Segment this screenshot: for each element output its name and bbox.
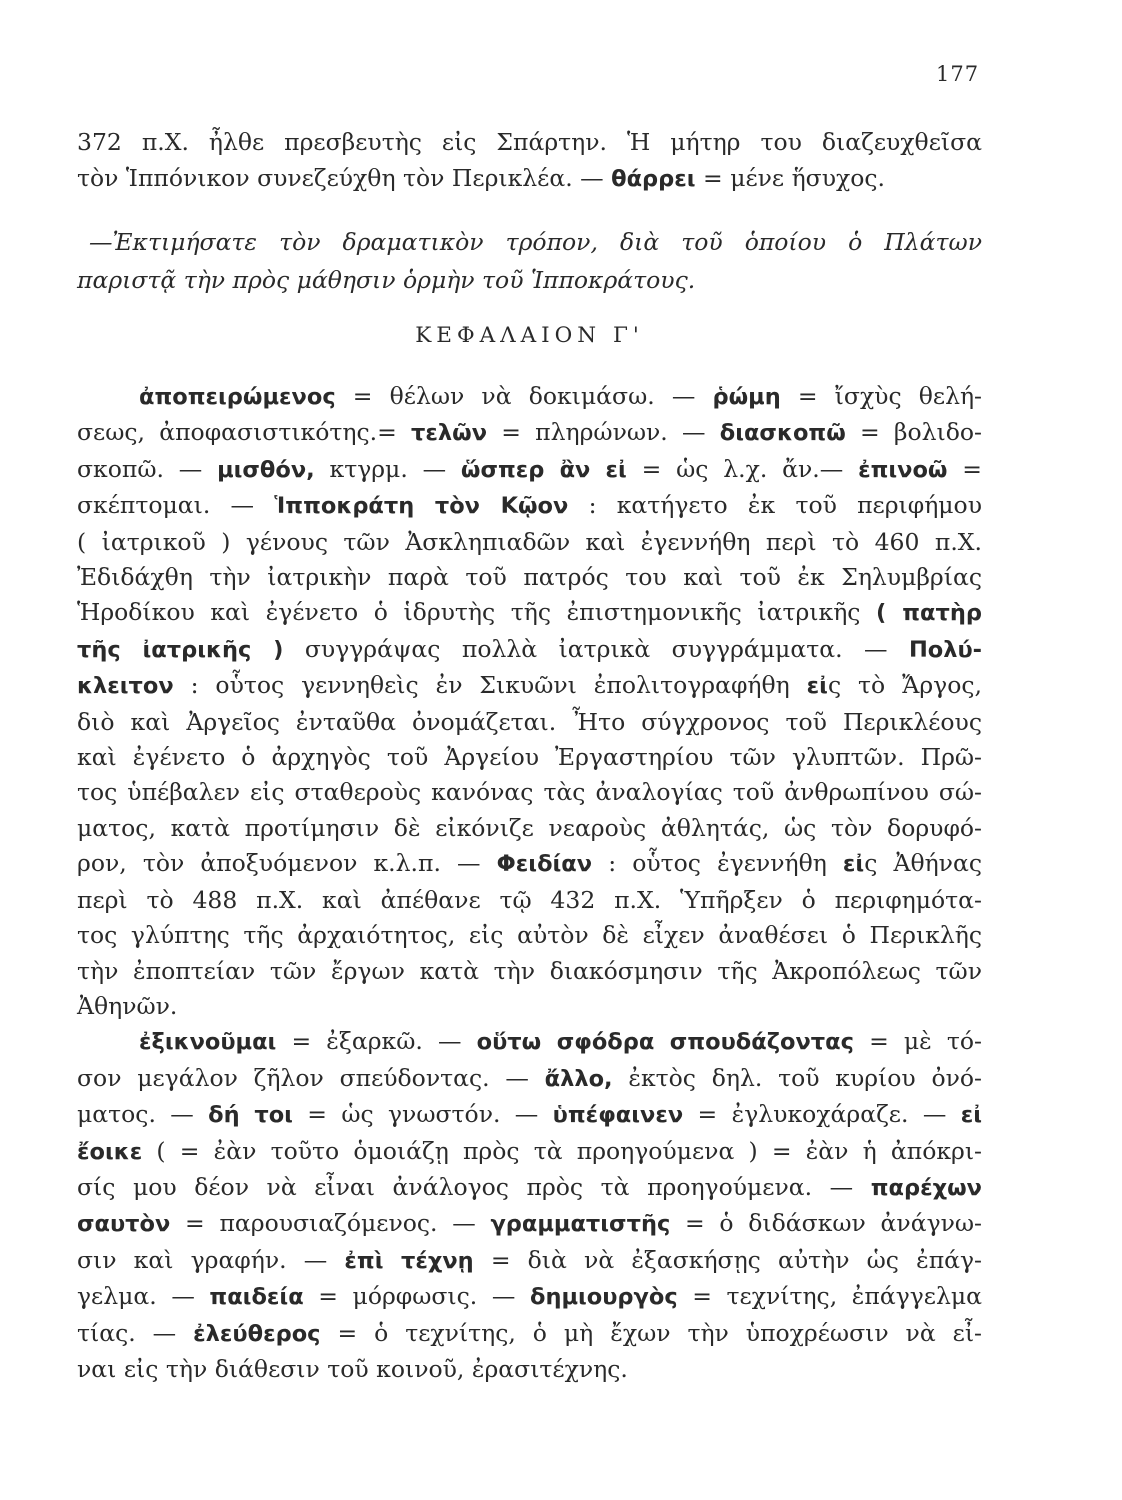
question-line: —Ἐκτιμήσατε τὸν δραματικὸν τρόπον, διὰ τοῦ ὁποίου ὁ Πλάτων	[89, 228, 982, 256]
intro-line: τὸν Ἱππόνικον συνεζεύχθη τὸν Περικλέα. — θάρρει = μένε ἥσυχος.	[77, 164, 885, 192]
glossary-line: τίας. — ἐλεύθερος = ὁ τεχνίτης, ὁ μὴ ἔχων τὴν ὑποχρέωσιν νὰ εἶ-	[77, 1318, 983, 1347]
text-column	[77, 124, 982, 1387]
glossary-line: ἀποπειρώμενος = θέλων νὰ δοκιμάσω. — ῥώμη = ἴσχὺς θελή-	[139, 382, 982, 410]
glossary-line: γελμα. — παιδεία = μόρφωσις. — δημιουργὸς = τεχνίτης, ἐπάγγελμα	[77, 1282, 983, 1311]
glossary-term: ἀποπειρώμενος	[139, 384, 336, 410]
glossary-line: περὶ τὸ 488 π.Χ. καὶ ἀπέθανε τῷ 432 π.Χ. Ὑπῆρξεν ὁ περιφημότα-	[77, 885, 982, 914]
glossary-line: σκοπῶ. — μισθόν, κτγρμ. — ὥσπερ ἂν εἰ = ὡς λ.χ. ἄν.— ἐπινοῶ =	[77, 454, 982, 483]
glossary-line: Ἀθηνῶν.	[77, 991, 178, 1020]
glossary-term: ὥσπερ ἂν εἰ	[460, 456, 627, 483]
glossary-term: Φειδίαν	[496, 851, 593, 878]
glossary-line: τος γλύπτης τῆς ἀρχαιότητος, εἰς αὐτὸν δὲ εἶχεν ἀναθέσει ὁ Περικλῆς	[77, 921, 982, 950]
glossary-term: εἰ	[842, 851, 865, 878]
intro-block	[77, 124, 982, 197]
glossary-line: Ἡροδίκου καὶ ἐγένετο ὁ ἱδρυτὴς τῆς ἐπιστημονικῆς ἰατρικῆς ( πατὴρ	[77, 598, 982, 627]
glossary-term: θάρρει	[611, 166, 696, 192]
glossary-term: ῥώμη	[712, 384, 781, 410]
glossary-term: ἔοικε	[77, 1138, 143, 1165]
glossary-line: ρον, τὸν ἀποξυόμενον κ.λ.π. — Φειδίαν : οὗτος ἐγεννήθη εἰς Ἀθήνας	[77, 849, 982, 878]
glossary-term: γραμματιστῆς	[490, 1211, 671, 1238]
glossary-term: ἐπὶ τέχνῃ	[344, 1247, 474, 1274]
glossary-line: τος ὑπέβαλεν εἰς σταθεροὺς κανόνας τὰς ἀναλογίας τοῦ ἀνθρωπίνου σώ-	[77, 778, 982, 807]
glossary-line: καὶ ἐγένετο ὁ ἀρχηγὸς τοῦ Ἀργείου Ἐργαστηρίου τῶν γλυπτῶν. Πρῶ-	[77, 743, 982, 772]
glossary-line: σκέπτομαι. — Ἱπποκράτη τὸν Κῷον : κατήγετο ἐκ τοῦ περιφήμου	[77, 491, 982, 520]
glossary-line: σεως, ἀποφασιστικότης.= τελῶν = πληρώνων. — διασκοπῶ = βολιδο-	[77, 418, 982, 447]
glossary-line: ἔοικε ( = ἐὰν τοῦτο ὁμοιάζῃ πρὸς τὰ προηγούμενα ) = ἐὰν ἡ ἀπόκρι-	[77, 1136, 982, 1165]
glossary-term: κλειτον	[77, 673, 174, 700]
glossary-line: Ἐδιδάχθη τὴν ἰατρικὴν παρὰ τοῦ πατρός του καὶ τοῦ ἐκ Σηλυμβρίας	[77, 563, 982, 592]
glossary-term: ὑπέφαινεν	[552, 1102, 684, 1129]
glossary-term: δή τοι	[208, 1102, 293, 1129]
glossary-term: μισθόν,	[217, 456, 315, 483]
page-number: 177	[936, 62, 980, 86]
glossary-line: διὸ καὶ Ἀργεῖος ἐνταῦθα ὀνομάζεται. Ἦτο σύγχρονος τοῦ Περικλέους	[77, 707, 982, 736]
question-line: παριστᾷ τὴν πρὸς μάθησιν ὁρμὴν τοῦ Ἱπποκράτους.	[77, 266, 696, 294]
intro-line: 372 π.Χ. ἦλθε πρεσβευτὴς εἰς Σπάρτην. Ἡ μήτηρ του διαζευχθεῖσα	[77, 128, 982, 156]
glossary-line: ματος. — δή τοι = ὡς γνωστόν. — ὑπέφαινεν = ἐγλυκοχάραζε. — εἰ	[77, 1100, 982, 1129]
glossary-term: εἰ	[960, 1102, 982, 1129]
exercise-question	[77, 223, 982, 299]
glossary-line: ματος, κατὰ προτίμησιν δὲ εἰκόνιζε νεαροὺς ἀθλητάς, ὡς τὸν δορυφό-	[77, 813, 982, 842]
glossary-term: ἐξικνοῦμαι	[139, 1029, 277, 1056]
glossary-line: σιν καὶ γραφήν. — ἐπὶ τέχνῃ = διὰ νὰ ἐξασκήσῃς αὐτὴν ὡς ἐπάγ-	[77, 1245, 982, 1274]
glossary-term: διασκοπῶ	[719, 420, 846, 447]
glossary-term: εἰ	[806, 673, 828, 700]
glossary-term: δημιουργὸς	[529, 1284, 678, 1311]
glossary-term: οὕτω σφόδρα σπουδάζοντας	[476, 1029, 854, 1056]
glossary-paragraph-2	[77, 1024, 982, 1387]
glossary-term: Ἱπποκράτη τὸν Κῷον	[274, 493, 569, 520]
glossary-line: σον μεγάλον ζῆλον σπεύδοντας. — ἄλλο, ἐκτὸς δηλ. τοῦ κυρίου ὀνό-	[77, 1063, 982, 1092]
glossary-line: σαυτὸν = παρουσιαζόμενος. — γραμματιστῆς = ὁ διδάσκων ἀνάγνω-	[77, 1209, 982, 1238]
glossary-line: ἐξικνοῦμαι = ἐξαρκῶ. — οὕτω σφόδρα σπουδάζοντας = μὲ τό-	[139, 1027, 983, 1056]
glossary-term: ἐλεύθερος	[193, 1320, 321, 1347]
glossary-term: σαυτὸν	[77, 1211, 171, 1238]
glossary-paragraph-1	[77, 379, 982, 1024]
glossary-term: ( πατὴρ	[876, 600, 982, 627]
glossary-term: παρέχων	[870, 1174, 982, 1201]
glossary-term: Πολύ-	[908, 636, 982, 663]
glossary-term: παιδεία	[209, 1284, 304, 1311]
glossary-term: τελῶν	[411, 420, 488, 447]
glossary-term: ἐπινοῶ	[858, 456, 948, 483]
chapter-title: ΚΕΦΑΛΑΙΟΝ Γ'	[415, 323, 644, 348]
glossary-line: τῆς ἰατρικῆς ) συγγράψας πολλὰ ἰατρικὰ συγγράμματα. — Πολύ-	[77, 634, 982, 663]
glossary-line: τὴν ἐποπτείαν τῶν ἔργων κατὰ τὴν διακόσμησιν τῆς Ἀκροπόλεως τῶν	[77, 956, 982, 985]
glossary-line: κλειτον : οὗτος γεννηθεὶς ἐν Σικυῶνι ἐπολιτογραφήθη εἰς τὸ Ἄργος,	[77, 671, 982, 700]
glossary-term: τῆς ἰατρικῆς )	[77, 636, 284, 663]
glossary-term: ἄλλο,	[544, 1065, 613, 1092]
glossary-line: σίς μου δέον νὰ εἶναι ἀνάλογος πρὸς τὰ προηγούμενα. — παρέχων	[77, 1172, 982, 1201]
glossary-line: ( ἰατρικοῦ ) γένους τῶν Ἀσκληπιαδῶν καὶ ἐγεννήθη περὶ τὸ 460 π.Χ.	[77, 527, 982, 556]
glossary-line: ναι εἰς τὴν διάθεσιν τοῦ κοινοῦ, ἐρασιτέχνης.	[77, 1354, 628, 1383]
